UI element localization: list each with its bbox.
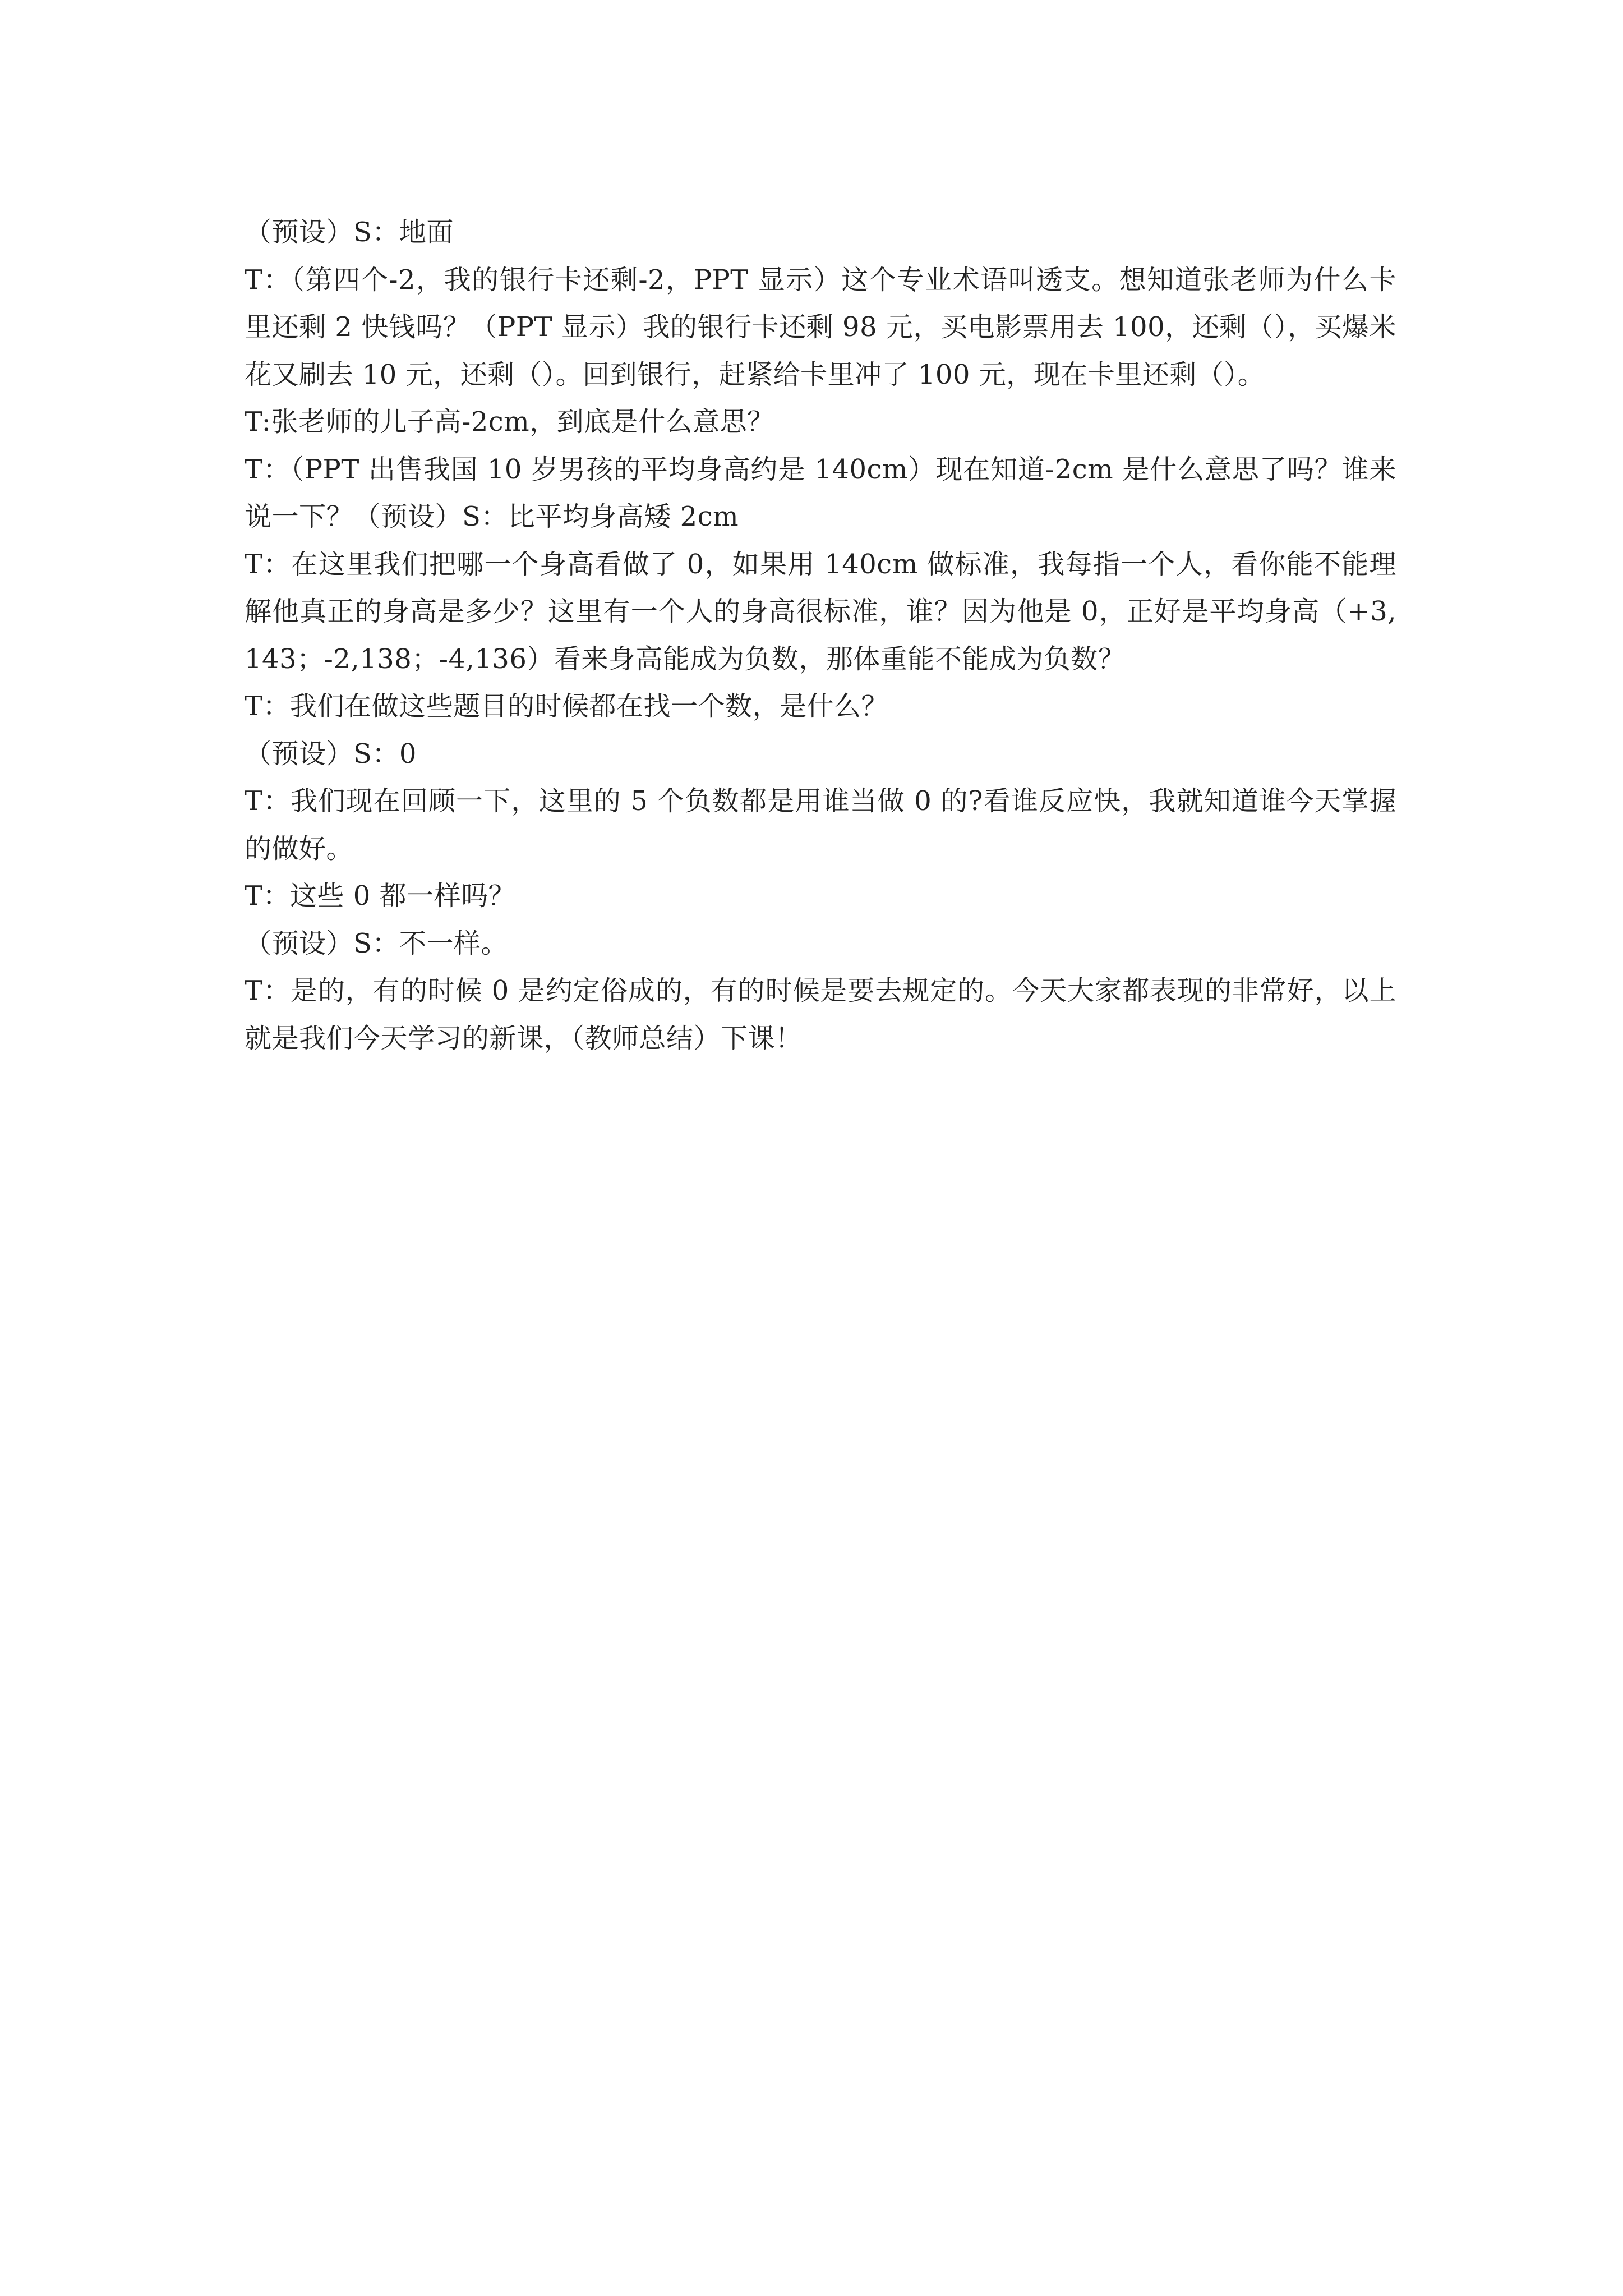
paragraph-find-number: T：我们在做这些题目的时候都在找一个数，是什么？ <box>245 691 889 722</box>
paragraph-overdraft: T：（第四个-2，我的银行卡还剩-2，PPT 显示）这个专业术语叫透支。想知道张老师为什么卡里还剩 2 快钱吗？（PPT 显示）我的银行卡还剩 98 元，买电影票用去 100，还剩（），买爆米花又刷去 10 元，还剩（）。回到银行，赶紧给卡里冲了 100 元，现在卡里还剩（）。 <box>245 264 1396 390</box>
paragraph-preset-zero: （预设）S：0 <box>245 738 417 770</box>
paragraph-standard-height: T：在这里我们把哪一个身高看做了 0，如果用 140cm 做标准，我每指一个人，看你能不能理解他真正的身高是多少？这里有一个人的身高很标准，谁？因为他是 0，正好是平均身高（+3,143；-2,138；-4,136）看来身高能成为负数，那体重能不能成为负数？ <box>245 548 1396 675</box>
paragraph-preset-different: （预设）S：不一样。 <box>245 927 508 959</box>
paragraph-preset-ground: （预设）S：地面 <box>245 217 454 248</box>
paragraph-summary: T：是的，有的时候 0 是约定俗成的，有的时候是要去规定的。今天大家都表现的非常好，以上就是我们今天学习的新课，（教师总结）下课！ <box>245 975 1396 1054</box>
paragraph-review: T：我们现在回顾一下，这里的 5 个负数都是用谁当做 0 的?看谁反应快，我就知道谁今天掌握的做好。 <box>245 785 1396 864</box>
paragraph-average-height: T：（PPT 出售我国 10 岁男孩的平均身高约是 140cm）现在知道-2cm 是什么意思了吗？谁来说一下？（预设）S：比平均身高矮 2cm <box>245 453 1396 532</box>
paragraph-son-height: T:张老师的儿子高-2cm，到底是什么意思？ <box>245 406 774 438</box>
paragraph-zeros-same: T：这些 0 都一样吗？ <box>245 880 516 912</box>
document-body <box>245 209 1396 1062</box>
